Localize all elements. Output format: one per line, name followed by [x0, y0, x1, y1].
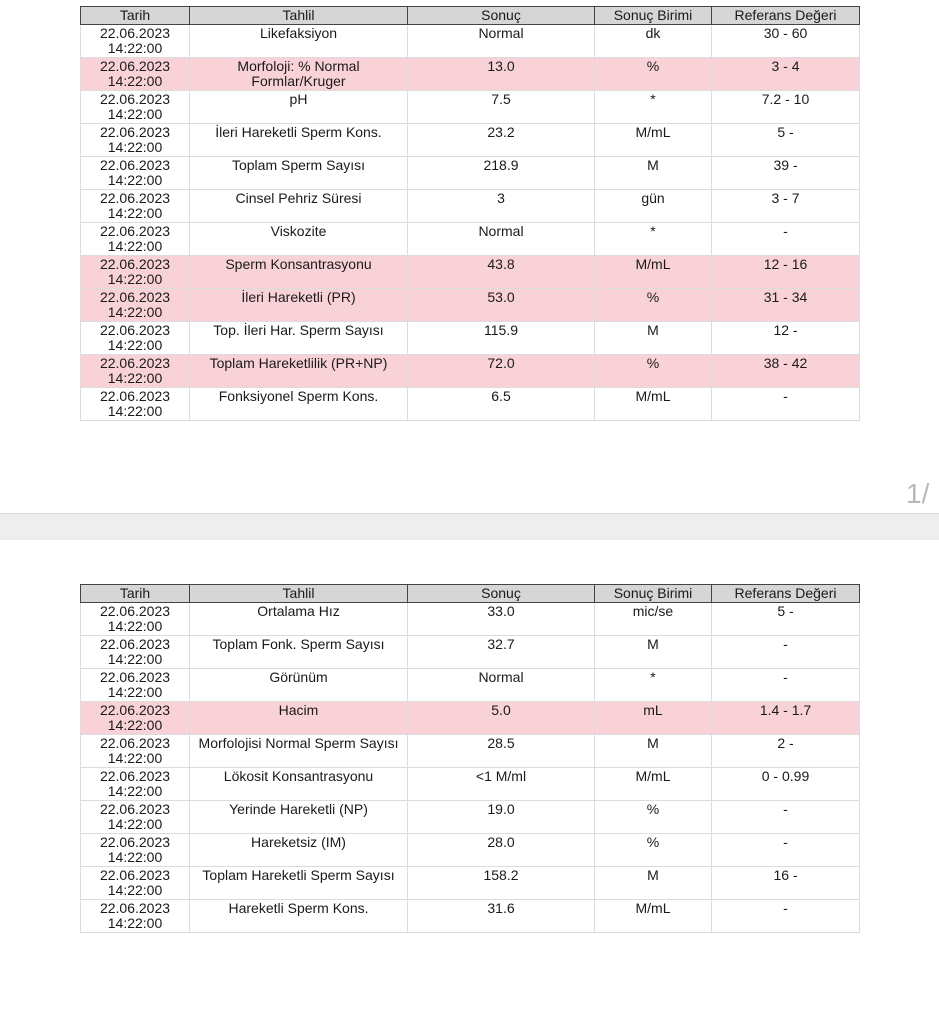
- cell-date: [81, 256, 190, 289]
- time-value: 14:22:00: [107, 403, 163, 419]
- table-row: [81, 702, 860, 735]
- time-value: 14:22:00: [107, 40, 163, 56]
- time-value: 14:22:00: [107, 238, 163, 254]
- cell-date: [81, 223, 190, 256]
- cell-date: [81, 58, 190, 91]
- cell-result: 158.2: [408, 867, 595, 900]
- time-value: 14:22:00: [107, 205, 163, 221]
- table-row: [81, 834, 860, 867]
- time-value: 14:22:00: [107, 750, 163, 766]
- cell-test: Görünüm: [190, 669, 408, 702]
- cell-unit: *: [595, 669, 712, 702]
- table-row: [81, 256, 860, 289]
- cell-unit: *: [595, 91, 712, 124]
- cell-date: [81, 735, 190, 768]
- table-row: [81, 735, 860, 768]
- date-value: 22.06.2023: [99, 603, 171, 619]
- cell-unit: M: [595, 157, 712, 190]
- date-value: 22.06.2023: [99, 289, 171, 305]
- cell-result: 28.0: [408, 834, 595, 867]
- cell-result: 218.9: [408, 157, 595, 190]
- cell-test: Hareketli Sperm Kons.: [190, 900, 408, 933]
- time-value: 14:22:00: [107, 106, 163, 122]
- cell-reference: -: [712, 834, 860, 867]
- cell-result: 13.0: [408, 58, 595, 91]
- time-value: 14:22:00: [107, 684, 163, 700]
- page-indicator: 1/: [906, 478, 930, 509]
- cell-result: 53.0: [408, 289, 595, 322]
- cell-result: 6.5: [408, 388, 595, 421]
- cell-test: Fonksiyonel Sperm Kons.: [190, 388, 408, 421]
- header-test: Tahlil: [190, 7, 408, 25]
- cell-reference: -: [712, 669, 860, 702]
- date-value: 22.06.2023: [99, 834, 171, 850]
- time-value: 14:22:00: [107, 717, 163, 733]
- cell-reference: -: [712, 223, 860, 256]
- time-value: 14:22:00: [107, 304, 163, 320]
- table-row: [81, 669, 860, 702]
- cell-reference: 1.4 - 1.7: [712, 702, 860, 735]
- cell-date: [81, 768, 190, 801]
- cell-reference: 39 -: [712, 157, 860, 190]
- date-value: 22.06.2023: [99, 669, 171, 685]
- table-row: [81, 355, 860, 388]
- time-value: 14:22:00: [107, 172, 163, 188]
- cell-test: Sperm Konsantrasyonu: [190, 256, 408, 289]
- cell-reference: -: [712, 801, 860, 834]
- cell-unit: M/mL: [595, 256, 712, 289]
- cell-unit: %: [595, 355, 712, 388]
- cell-test: Ortalama Hız: [190, 603, 408, 636]
- cell-test: Lökosit Konsantrasyonu: [190, 768, 408, 801]
- cell-unit: %: [595, 834, 712, 867]
- table-row: [81, 58, 860, 91]
- header-result: Sonuç: [408, 7, 595, 25]
- date-value: 22.06.2023: [99, 58, 171, 74]
- cell-result: 23.2: [408, 124, 595, 157]
- cell-unit: mic/se: [595, 603, 712, 636]
- time-value: 14:22:00: [107, 816, 163, 832]
- date-value: 22.06.2023: [99, 124, 171, 140]
- cell-reference: 30 - 60: [712, 25, 860, 58]
- header-unit: Sonuç Birimi: [595, 585, 712, 603]
- cell-unit: M: [595, 735, 712, 768]
- cell-unit: M/mL: [595, 768, 712, 801]
- cell-test: Yerinde Hareketli (NP): [190, 801, 408, 834]
- header-unit: Sonuç Birimi: [595, 7, 712, 25]
- cell-result: 115.9: [408, 322, 595, 355]
- date-value: 22.06.2023: [99, 190, 171, 206]
- cell-date: [81, 157, 190, 190]
- cell-unit: %: [595, 289, 712, 322]
- cell-date: [81, 91, 190, 124]
- table-row: [81, 636, 860, 669]
- cell-date: [81, 636, 190, 669]
- header-reference: Referans Değeri: [712, 7, 860, 25]
- cell-reference: 3 - 4: [712, 58, 860, 91]
- cell-test: Morfoloji: % Normal Formlar/Kruger: [190, 58, 408, 91]
- cell-reference: 2 -: [712, 735, 860, 768]
- time-value: 14:22:00: [107, 915, 163, 931]
- cell-date: [81, 124, 190, 157]
- date-value: 22.06.2023: [99, 25, 171, 41]
- cell-unit: *: [595, 223, 712, 256]
- cell-test: Viskozite: [190, 223, 408, 256]
- table-row: [81, 768, 860, 801]
- cell-test: Toplam Hareketlilik (PR+NP): [190, 355, 408, 388]
- page-separator: [0, 513, 939, 541]
- cell-reference: 12 -: [712, 322, 860, 355]
- cell-result: 32.7: [408, 636, 595, 669]
- cell-test: Morfolojisi Normal Sperm Sayısı: [190, 735, 408, 768]
- date-value: 22.06.2023: [99, 322, 171, 338]
- cell-date: [81, 388, 190, 421]
- cell-result: 33.0: [408, 603, 595, 636]
- cell-result: 31.6: [408, 900, 595, 933]
- cell-date: [81, 322, 190, 355]
- cell-test: Toplam Hareketli Sperm Sayısı: [190, 867, 408, 900]
- table-row: [81, 190, 860, 223]
- cell-test: Top. İleri Har. Sperm Sayısı: [190, 322, 408, 355]
- table-row: [81, 91, 860, 124]
- cell-reference: 7.2 - 10: [712, 91, 860, 124]
- cell-unit: M: [595, 322, 712, 355]
- header-reference: Referans Değeri: [712, 585, 860, 603]
- cell-reference: 38 - 42: [712, 355, 860, 388]
- cell-result: 43.8: [408, 256, 595, 289]
- cell-date: [81, 702, 190, 735]
- cell-reference: 12 - 16: [712, 256, 860, 289]
- cell-unit: M/mL: [595, 388, 712, 421]
- time-value: 14:22:00: [107, 618, 163, 634]
- cell-test: Likefaksiyon: [190, 25, 408, 58]
- cell-date: [81, 190, 190, 223]
- time-value: 14:22:00: [107, 651, 163, 667]
- table-row: [81, 157, 860, 190]
- date-value: 22.06.2023: [99, 636, 171, 652]
- table-header-row: [81, 585, 860, 603]
- time-value: 14:22:00: [107, 73, 163, 89]
- cell-test: İleri Hareketli (PR): [190, 289, 408, 322]
- cell-test: Toplam Fonk. Sperm Sayısı: [190, 636, 408, 669]
- cell-unit: gün: [595, 190, 712, 223]
- cell-date: [81, 25, 190, 58]
- table-header-row: [81, 7, 860, 25]
- table-row: [81, 867, 860, 900]
- results-table-page-1: [80, 6, 860, 421]
- table-row: [81, 603, 860, 636]
- date-value: 22.06.2023: [99, 355, 171, 371]
- time-value: 14:22:00: [107, 370, 163, 386]
- time-value: 14:22:00: [107, 139, 163, 155]
- cell-unit: %: [595, 801, 712, 834]
- cell-date: [81, 900, 190, 933]
- date-value: 22.06.2023: [99, 388, 171, 404]
- cell-date: [81, 669, 190, 702]
- cell-reference: 5 -: [712, 603, 860, 636]
- header-date: Tarih: [81, 585, 190, 603]
- cell-result: 72.0: [408, 355, 595, 388]
- cell-result: 7.5: [408, 91, 595, 124]
- time-value: 14:22:00: [107, 849, 163, 865]
- time-value: 14:22:00: [107, 337, 163, 353]
- time-value: 14:22:00: [107, 271, 163, 287]
- table-row: [81, 900, 860, 933]
- cell-unit: M/mL: [595, 124, 712, 157]
- cell-reference: -: [712, 388, 860, 421]
- cell-test: Toplam Sperm Sayısı: [190, 157, 408, 190]
- cell-reference: 3 - 7: [712, 190, 860, 223]
- cell-test: Hacim: [190, 702, 408, 735]
- cell-reference: 0 - 0.99: [712, 768, 860, 801]
- date-value: 22.06.2023: [99, 900, 171, 916]
- cell-unit: %: [595, 58, 712, 91]
- time-value: 14:22:00: [107, 783, 163, 799]
- cell-reference: 31 - 34: [712, 289, 860, 322]
- cell-date: [81, 801, 190, 834]
- cell-unit: M: [595, 867, 712, 900]
- cell-test: İleri Hareketli Sperm Kons.: [190, 124, 408, 157]
- cell-test: pH: [190, 91, 408, 124]
- date-value: 22.06.2023: [99, 768, 171, 784]
- table-row: [81, 124, 860, 157]
- cell-result: 19.0: [408, 801, 595, 834]
- date-value: 22.06.2023: [99, 223, 171, 239]
- date-value: 22.06.2023: [99, 801, 171, 817]
- cell-reference: -: [712, 900, 860, 933]
- cell-unit: M/mL: [595, 900, 712, 933]
- table-row: [81, 801, 860, 834]
- date-value: 22.06.2023: [99, 256, 171, 272]
- cell-result: Normal: [408, 669, 595, 702]
- header-test: Tahlil: [190, 585, 408, 603]
- cell-result: Normal: [408, 223, 595, 256]
- table-row: [81, 388, 860, 421]
- table-row: [81, 322, 860, 355]
- date-value: 22.06.2023: [99, 157, 171, 173]
- cell-date: [81, 289, 190, 322]
- cell-result: 28.5: [408, 735, 595, 768]
- cell-unit: mL: [595, 702, 712, 735]
- cell-result: 3: [408, 190, 595, 223]
- results-table-page-2: [80, 584, 860, 933]
- cell-date: [81, 355, 190, 388]
- cell-reference: 5 -: [712, 124, 860, 157]
- cell-test: Cinsel Pehriz Süresi: [190, 190, 408, 223]
- header-result: Sonuç: [408, 585, 595, 603]
- time-value: 14:22:00: [107, 882, 163, 898]
- date-value: 22.06.2023: [99, 702, 171, 718]
- date-value: 22.06.2023: [99, 867, 171, 883]
- table-row: [81, 25, 860, 58]
- cell-result: <1 M/ml: [408, 768, 595, 801]
- cell-unit: M: [595, 636, 712, 669]
- cell-date: [81, 867, 190, 900]
- cell-test: Hareketsiz (IM): [190, 834, 408, 867]
- cell-date: [81, 603, 190, 636]
- date-value: 22.06.2023: [99, 735, 171, 751]
- cell-unit: dk: [595, 25, 712, 58]
- header-date: Tarih: [81, 7, 190, 25]
- table-row: [81, 223, 860, 256]
- table-row: [81, 289, 860, 322]
- cell-reference: 16 -: [712, 867, 860, 900]
- cell-date: [81, 834, 190, 867]
- date-value: 22.06.2023: [99, 91, 171, 107]
- cell-reference: -: [712, 636, 860, 669]
- cell-result: Normal: [408, 25, 595, 58]
- cell-result: 5.0: [408, 702, 595, 735]
